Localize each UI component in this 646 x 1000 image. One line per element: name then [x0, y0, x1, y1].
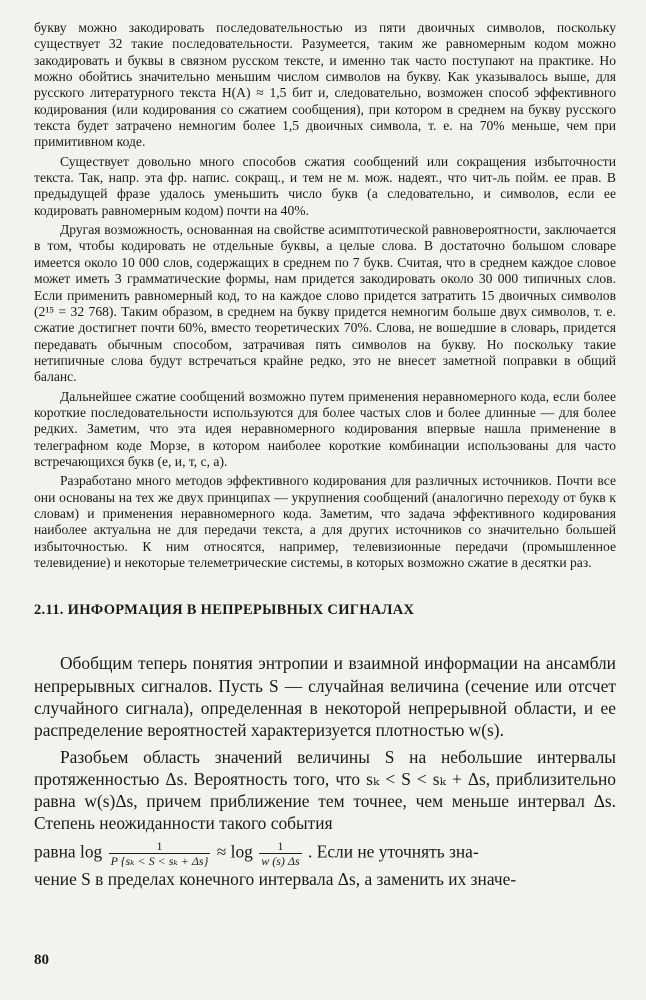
page-number: 80	[34, 952, 49, 968]
fraction-density	[259, 839, 301, 868]
section-heading: 2.11. ИНФОРМАЦИЯ В НЕПРЕРЫВНЫХ СИГНАЛАХ	[34, 602, 415, 619]
fraction-denominator: P {sₖ < S < sₖ + Δs}	[110, 853, 209, 868]
paragraph-1: букву можно закодировать последовательностью из пяти двоичных символов, поскольку существует 32 такие последовательности. Разумеется, таким же равномерным кодом можно закодировать и буквы в связном русском тексте, и именно так часто поступают на практике. Но можно обойтись значительно меньшим числом символов на букву. Как указывалось выше, для русского литературного текста H(A) ≈ 1,5 бит и, следовательно, возможен способ эффективного кодирования (или кодирования со сжатием сообщения), при котором в среднем на букву русского текста будет затрачено немногим более 1,5 двоичных символа, т. е. на 70% меньше, чем при примитивном коде.	[34, 20, 616, 150]
formula-line	[34, 839, 616, 868]
paragraph-2: Существует довольно много способов сжатия сообщений или сокращения избыточности текста. Так, напр. эта фр. напис. сокращ., и тем не м. мож. надеят., что чит-ль пойм. ее прав. В предыдущей фразе удалось уменьшить число букв (а следовательно, и символов, если ее кодировать равномерным кодом) почти на 40%.	[34, 153, 616, 218]
paragraph-4: Дальнейшее сжатие сообщений возможно путем применения неравномерного кода, если более короткие последовательности используются для более частых слов и более длинные — для более редких. Заметим, что эта идея неравномерного кодирования впервые нашла применение в телеграфном коде Морзе, в котором наиболее короткие комбинации использованы для часто встречающихся букв (е, и, т, с, а).	[34, 388, 616, 469]
fraction-denominator: w (s) Δs	[261, 853, 300, 868]
formula-post: . Если не уточнять зна-	[308, 841, 479, 862]
fraction-numerator: 1	[259, 839, 301, 854]
paragraph-6: Обобщим теперь понятия энтропии и взаимной информации на ансамбли непрерывных сигналов. Пусть S — случайная величина (сечение или отсчет случайного сигнала), определенная в некоторой непрерывной области, и ее распределение вероятностей характеризуется плотностью w(s).	[34, 653, 616, 741]
fraction-probability	[109, 839, 211, 868]
large-text-block	[34, 652, 616, 889]
fraction-numerator: 1	[109, 839, 211, 854]
paragraph-8: чение S в пределах конечного интервала Δs, а заменить их значе-	[34, 868, 517, 889]
paragraph-3: Другая возможность, основанная на свойстве асимптотической равновероятности, заключается в том, чтобы кодировать не отдельные буквы, а целые слова. В достаточно большом словаре имеется около 10 000 слов, содержащих в среднем по 7 букв. Считая, что в среднем каждое словое может иметь 3 грамматические формы, нам придется закодировать около 30 000 типичных слов. Если применить равномерный код, то на каждое слово придется затратить 15 двоичных символов (2¹⁵ = 32 768). Таким образом, в среднем на букву придется немногим больше двух символов, т. е. сжатие достигнет почти 60%, вместо теоретических 70%. Слова, не вошедшие в словарь, придется передавать обычным способом, затрачивая пять символов на букву. Но поскольку такие нетипичные слова будут встречаться крайне редко, это не внесет заметной поправки в общий баланс.	[34, 222, 616, 385]
paragraph-5: Разработано много методов эффективного кодирования для различных источников. Почти все они основаны на тех же двух принципах — укрупнения сообщений (аналогично переходу от букв к словам) и применения неравномерного кода. Заметим, что задача эффективного кодирования наиболее актуальна не для передачи текста, а для других источников со значительно большей избыточностью. К ним относятся, например, телевизионные передачи (промышленное телевидение) и некоторые телеметрические системы, в которых возможно сжатие в десятки раз.	[34, 473, 616, 570]
formula-pre: равна log	[34, 841, 103, 862]
page-content	[34, 20, 616, 890]
paragraph-7: Разобьем область значений величины S на небольшие интервалы протяженностью Δs. Вероятность того, что sₖ < S < sₖ + Δs, приблизительно равна w(s)Δs, причем приближение тем точнее, чем меньше интервал Δs. Степень неожиданности такого события	[34, 746, 616, 834]
small-text-block	[34, 20, 616, 571]
approx-log: ≈ log	[216, 841, 253, 862]
